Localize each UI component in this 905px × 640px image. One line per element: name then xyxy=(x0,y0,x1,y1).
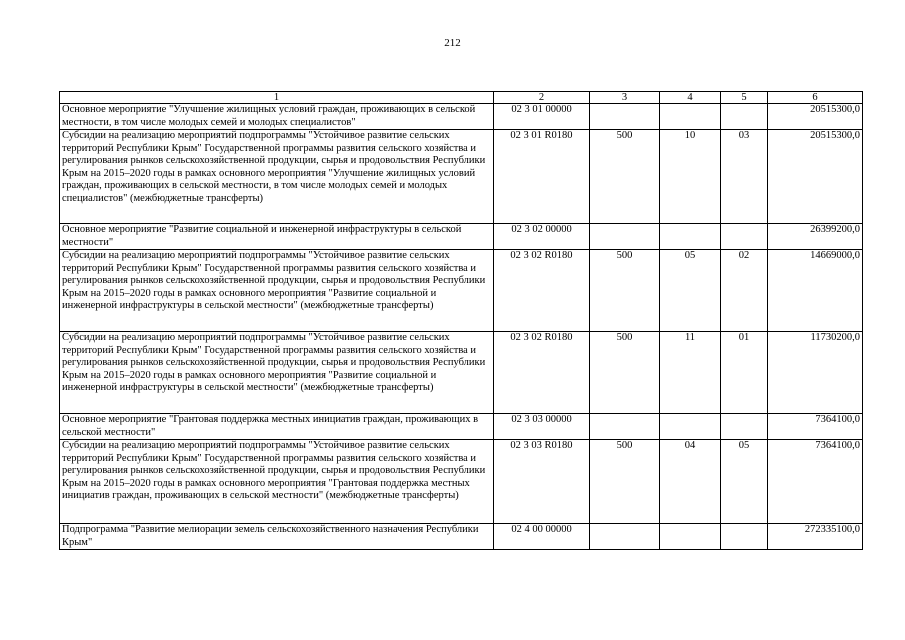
item-name: Основное мероприятие "Развитие социальной и инженерной инфраструктуры в сельской местности" xyxy=(60,224,494,250)
expense-type: 500 xyxy=(590,130,660,224)
expense-type: 500 xyxy=(590,250,660,332)
expense-type: 500 xyxy=(590,332,660,414)
expense-type xyxy=(590,224,660,250)
column-header-6: 6 xyxy=(768,92,863,104)
expense-type: 500 xyxy=(590,440,660,524)
section-code xyxy=(660,414,721,440)
section-code xyxy=(660,524,721,550)
item-name: Субсидии на реализацию мероприятий подпрограммы "Устойчивое развитие сельских территорий Республики Крым" Государственной программы развития сельского хозяйства и регулирования рынков сельскохозяйственной продукции, сырья и продовольствия Республики Крым на 2015–2020 годы в рамках основного мероприятия "Улучшение жилищных условий граждан, проживающих в сельской местности, в том числе молодых семей и молодых специалистов" (межбюджетные трансферты) xyxy=(60,130,494,224)
item-name: Субсидии на реализацию мероприятий подпрограммы "Устойчивое развитие сельских территорий Республики Крым" Государственной программы развития сельского хозяйства и регулирования рынков сельскохозяйственной продукции, сырья и продовольствия Республики Крым на 2015–2020 годы в рамках основного мероприятия "Развитие социальной и инженерной инфраструктуры в сельской местности" (межбюджетные трансферты) xyxy=(60,250,494,332)
target-article-code: 02 3 03 R0180 xyxy=(494,440,590,524)
budget-table xyxy=(59,91,863,550)
target-article-code: 02 3 01 R0180 xyxy=(494,130,590,224)
item-name: Субсидии на реализацию мероприятий подпрограммы "Устойчивое развитие сельских территорий Республики Крым" Государственной программы развития сельского хозяйства и регулирования рынков сельскохозяйственной продукции, сырья и продовольствия Республики Крым на 2015–2020 годы в рамках основного мероприятия "Развитие социальной и инженерной инфраструктуры в сельской местности" (межбюджетные трансферты) xyxy=(60,332,494,414)
table-row xyxy=(60,130,863,224)
amount: 11730200,0 xyxy=(768,332,863,414)
subsection-code xyxy=(721,524,768,550)
column-header-3: 3 xyxy=(590,92,660,104)
target-article-code: 02 3 01 00000 xyxy=(494,104,590,130)
target-article-code: 02 4 00 00000 xyxy=(494,524,590,550)
table-row xyxy=(60,414,863,440)
amount: 7364100,0 xyxy=(768,414,863,440)
column-header-4: 4 xyxy=(660,92,721,104)
section-code: 05 xyxy=(660,250,721,332)
amount: 14669000,0 xyxy=(768,250,863,332)
expense-type xyxy=(590,524,660,550)
table-row xyxy=(60,440,863,524)
item-name: Основное мероприятие "Грантовая поддержка местных инициатив граждан, проживающих в сельской местности" xyxy=(60,414,494,440)
section-code: 04 xyxy=(660,440,721,524)
expense-type xyxy=(590,104,660,130)
section-code xyxy=(660,104,721,130)
section-code: 10 xyxy=(660,130,721,224)
subsection-code: 05 xyxy=(721,440,768,524)
column-header-5: 5 xyxy=(721,92,768,104)
subsection-code: 02 xyxy=(721,250,768,332)
amount: 26399200,0 xyxy=(768,224,863,250)
table-row xyxy=(60,250,863,332)
amount: 7364100,0 xyxy=(768,440,863,524)
table-row xyxy=(60,224,863,250)
amount: 20515300,0 xyxy=(768,104,863,130)
target-article-code: 02 3 02 R0180 xyxy=(494,332,590,414)
column-header-2: 2 xyxy=(494,92,590,104)
section-code: 11 xyxy=(660,332,721,414)
table-row xyxy=(60,524,863,550)
section-code xyxy=(660,224,721,250)
table-header xyxy=(60,92,863,104)
target-article-code: 02 3 03 00000 xyxy=(494,414,590,440)
target-article-code: 02 3 02 00000 xyxy=(494,224,590,250)
item-name: Субсидии на реализацию мероприятий подпрограммы "Устойчивое развитие сельских территорий Республики Крым" Государственной программы развития сельского хозяйства и регулирования рынков сельскохозяйственной продукции, сырья и продовольствия Республики Крым на 2015–2020 годы в рамках основного мероприятия "Грантовая поддержка местных инициатив граждан, проживающих в сельской местности" (межбюджетные трансферты) xyxy=(60,440,494,524)
subsection-code xyxy=(721,104,768,130)
table-row xyxy=(60,332,863,414)
page-number: 212 xyxy=(444,37,461,49)
item-name: Подпрограмма "Развитие мелиорации земель сельскохозяйственного назначения Республики Крым" xyxy=(60,524,494,550)
item-name: Основное мероприятие "Улучшение жилищных условий граждан, проживающих в сельской местности, в том числе молодых семей и молодых специалистов" xyxy=(60,104,494,130)
subsection-code xyxy=(721,414,768,440)
amount: 272335100,0 xyxy=(768,524,863,550)
target-article-code: 02 3 02 R0180 xyxy=(494,250,590,332)
amount: 20515300,0 xyxy=(768,130,863,224)
column-header-1: 1 xyxy=(60,92,494,104)
header-row xyxy=(60,92,863,104)
subsection-code xyxy=(721,224,768,250)
table-body xyxy=(60,104,863,550)
expense-type xyxy=(590,414,660,440)
table-row xyxy=(60,104,863,130)
subsection-code: 03 xyxy=(721,130,768,224)
subsection-code: 01 xyxy=(721,332,768,414)
